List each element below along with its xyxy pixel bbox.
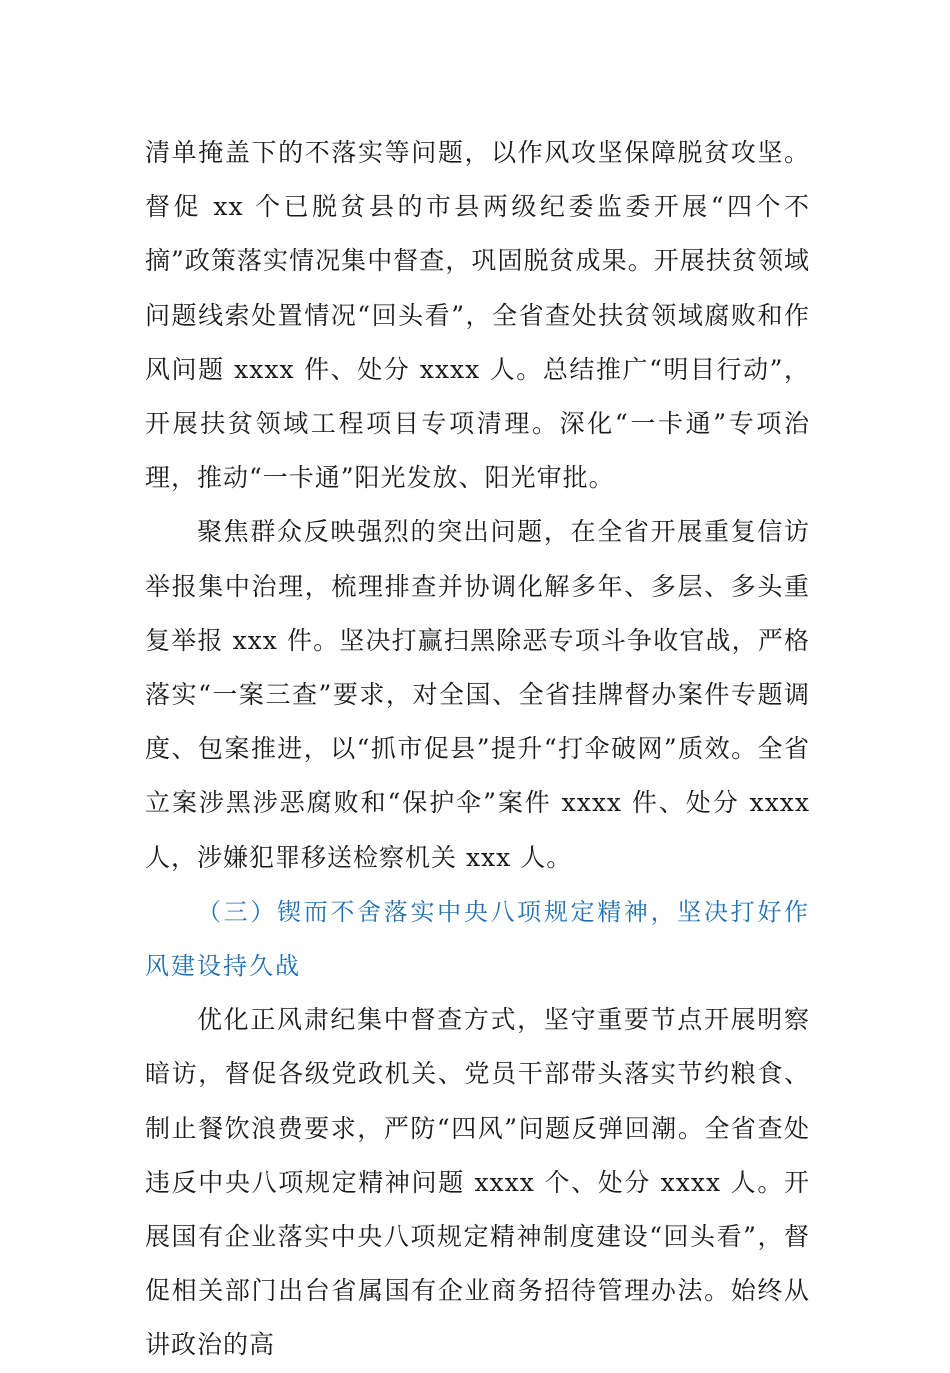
document-body (145, 126, 810, 1373)
paragraph-eight-point-regulation: 优化正风肃纪集中督查方式，坚守重要节点开展明察暗访，督促各级党政机关、党员干部带头落实节约粮食、制止餐饮浪费要求，严防“四风”问题反弹回潮。全省查处违反中央八项规定精神问题 xxxx 个、处分 xxxx 人。开展国有企业落实中央八项规定精神制度建设“回头看”，督促相关部门出台省属国有企业商务招待管理办法。始终从讲政治的高 (145, 1005, 810, 1360)
section-heading-three: （三）锲而不舍落实中央八项规定精神，坚决打好作风建设持久战 (145, 897, 810, 981)
paragraph-public-concerns: 聚焦群众反映强烈的突出问题，在全省开展重复信访举报集中治理，梳理排查并协调化解多年、多层、多头重复举报 xxx 件。坚决打赢扫黑除恶专项斗争收官战，严格落实“一案三查”要求，对全国、全省挂牌督办案件专题调度、包案推进，以“抓市促县”提升“打伞破网”质效。全省立案涉黑涉恶腐败和“保护伞”案件 xxxx 件、处分 xxxx 人，涉嫌犯罪移送检察机关 xxx 人。 (145, 517, 810, 872)
paragraph-poverty-alleviation: 清单掩盖下的不落实等问题，以作风攻坚保障脱贫攻坚。督促 xx 个已脱贫县的市县两级纪委监委开展“四个不摘”政策落实情况集中督查，巩固脱贫成果。开展扶贫领域问题线索处置情况“回头看”，全省查处扶贫领域腐败和作风问题 xxxx 件、处分 xxxx 人。总结推广“明目行动”，开展扶贫领域工程项目专项清理。深化“一卡通”专项治理，推动“一卡通”阳光发放、阳光审批。 (145, 138, 810, 493)
